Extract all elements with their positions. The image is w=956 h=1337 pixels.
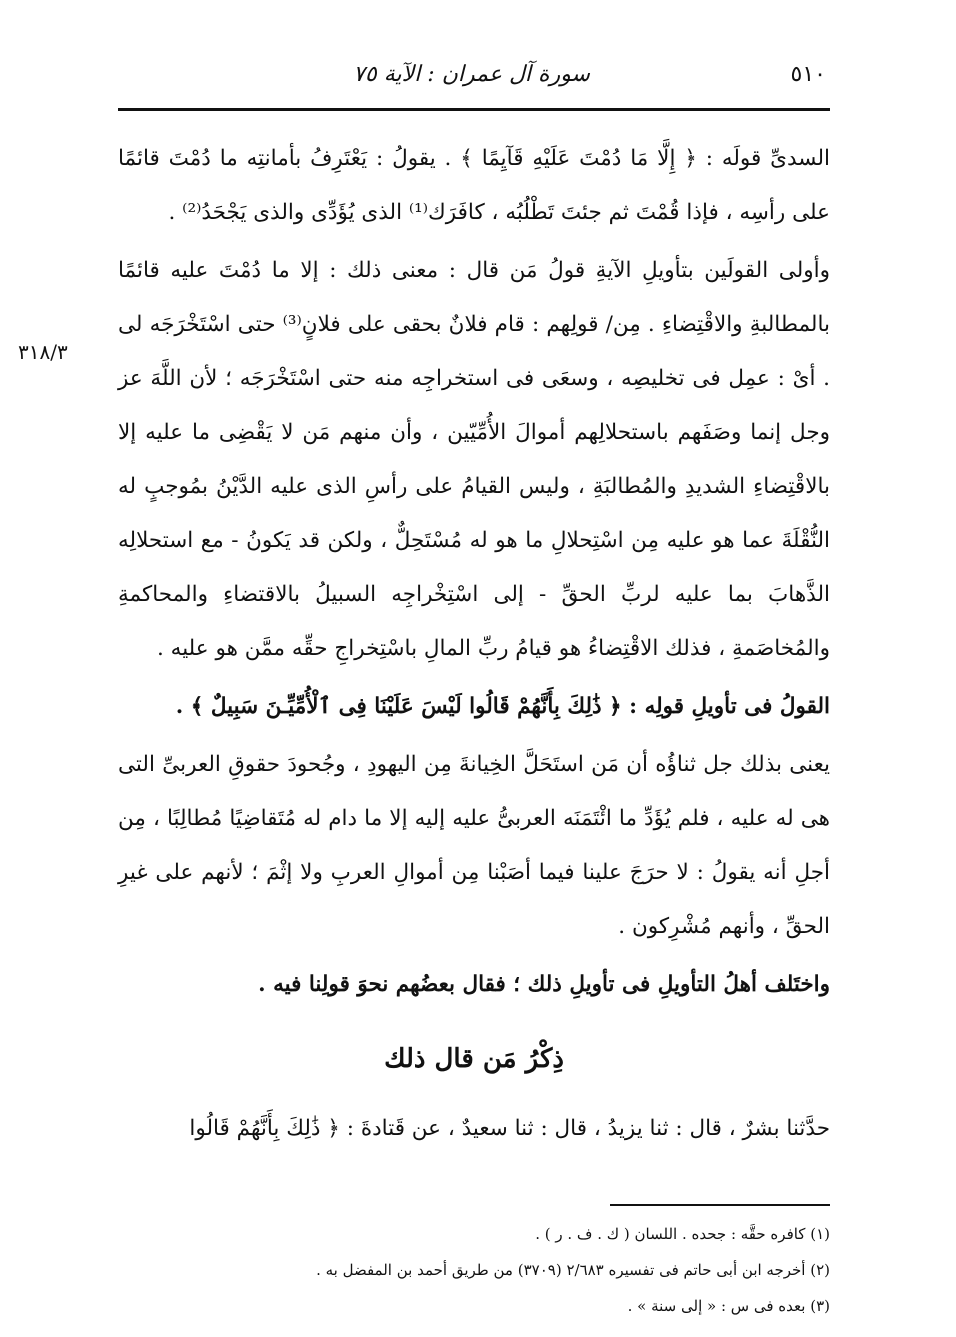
paragraph-narration: حدَّثنا بشرٌ ، قال : ثنا يزيدُ ، قال : ثنا سعيدٌ ، عن قَتادةَ : ﴿ ذَٰلِكَ بِأَنَّهُمْ قَالُوا xyxy=(189,1116,830,1141)
footnotes xyxy=(118,1216,830,1324)
header-rule xyxy=(118,108,830,111)
section-heading: ذِكْرُ مَن قال ذلك xyxy=(384,1044,564,1074)
footnote-2: (٢) أخرجه ابن أبى حاتم فى تفسيره ٢/٦٨٣ (٣٧٠٩) من طريق أحمد بن المفضل به . xyxy=(316,1261,830,1279)
paragraph-explanation: يعنى بذلك جل ثناؤُه أن مَن استَحَلَّ الخِيانةَ مِن اليهودِ ، وجُحودَ حقوقِ العربىِّ التى هى له عليه ، فلم يُؤَدِّ ما ائْتَمَنَه العربىُّ عليه إليه إلا ما دام له مُتَقاضِيًا مُطالِبًا ، مِن أجلِ أنه يقولُ : لا حرَجَ علينا فيما أصَبْنا مِن أموالِ العربِ ولا إثْمَ ؛ لأنهم على غيرِ الحقِّ ، وأنهم مُشْرِكون . xyxy=(118,752,830,939)
page-header xyxy=(118,50,830,102)
paragraph-continuation: السدىِّ قولَه : ﴿ إِلَّا مَا دُمْتَ عَلَيْهِ قَآيِمًا ﴾ . يقولُ : يَعْتَرِفُ بأمانتِه ما دُمْتَ قائمًا على رأسِه ، فإذا قُمْتَ ثم جئتَ تَطْلُبُه ، كافَرَك⁽¹⁾ الذى يُؤَدِّى والذى يَجْحَدُ⁽²⁾ . xyxy=(118,146,830,225)
footnote-3: (٣) بعده فى س : « إلى سنة » . xyxy=(627,1297,830,1315)
book-page xyxy=(118,50,830,1320)
paragraph-verse-heading: القولُ فى تأويلِ قولِه : ﴿ ذَٰلِكَ بِأَنَّهُمْ قَالُوا لَيْسَ عَلَيْنَا فِى ٱلْأُمِّيِّـنَ سَبِيلٌ ﴾ . xyxy=(175,694,830,719)
paragraph-disagreement: واختَلف أهلُ التأويلِ فى تأويلِ ذلك ؛ فقال بعضُهم نحوَ قولِنا فيه . xyxy=(258,972,830,997)
footnote-1: (١) كافره حقَّه : جحده . اللسان ( ك . ف . ر ) . xyxy=(535,1225,830,1243)
running-title: سورة آل عمران : الآية ٧٥ xyxy=(353,62,590,87)
margin-reference: ٣١٨/٣ xyxy=(18,340,68,364)
footnote-rule xyxy=(610,1204,830,1206)
paragraph-preferred-interpretation: وأولى القولَين بتأويلِ الآيةِ قولُ مَن قال : معنى ذلك : إلا ما دُمْتَ عليه قائمًا بالمطالبةِ والاقْتِضاءِ . مِن/ قولِهم : قام فلانٌ بحقى على فلانٍ⁽³⁾ حتى اسْتَخْرَجَه لى . أىْ : عمِل فى تخليصِه ، وسعَى فى استخراجِه منه حتى اسْتَخْرَجَه ؛ لأن اللَّهَ عز وجل إنما وصَفَهم باستحلالِهم أموالَ الأُمِّيّين ، وأن منهم مَن لا يَقْضِى ما عليه إلا بالاقْتِضاءِ الشديدِ والمُطالبَةِ ، وليس القيامُ على رأسِ الذى عليه الدَّيْنُ بمُوجبٍ له النُّقْلَةَ عما هو عليه مِن اسْتِحلالِ ما هو له مُسْتَحِلٌّ ، ولكن قد يَكونُ - مع استحلالِه الذَّهابَ بما عليه لربِّ الحقِّ - إلى اسْتِخْراجِه السبيلُ بالاقتضاءِ والمحاكمةِ والمُخاصَمةِ ، فذلك الاقْتِضاءُ هو قيامُ ربِّ المالِ باسْتِخراجِ حقِّه ممَّن هو عليه . xyxy=(118,258,830,661)
main-text xyxy=(118,132,830,1160)
page-number: ٥١٠ xyxy=(790,62,826,87)
